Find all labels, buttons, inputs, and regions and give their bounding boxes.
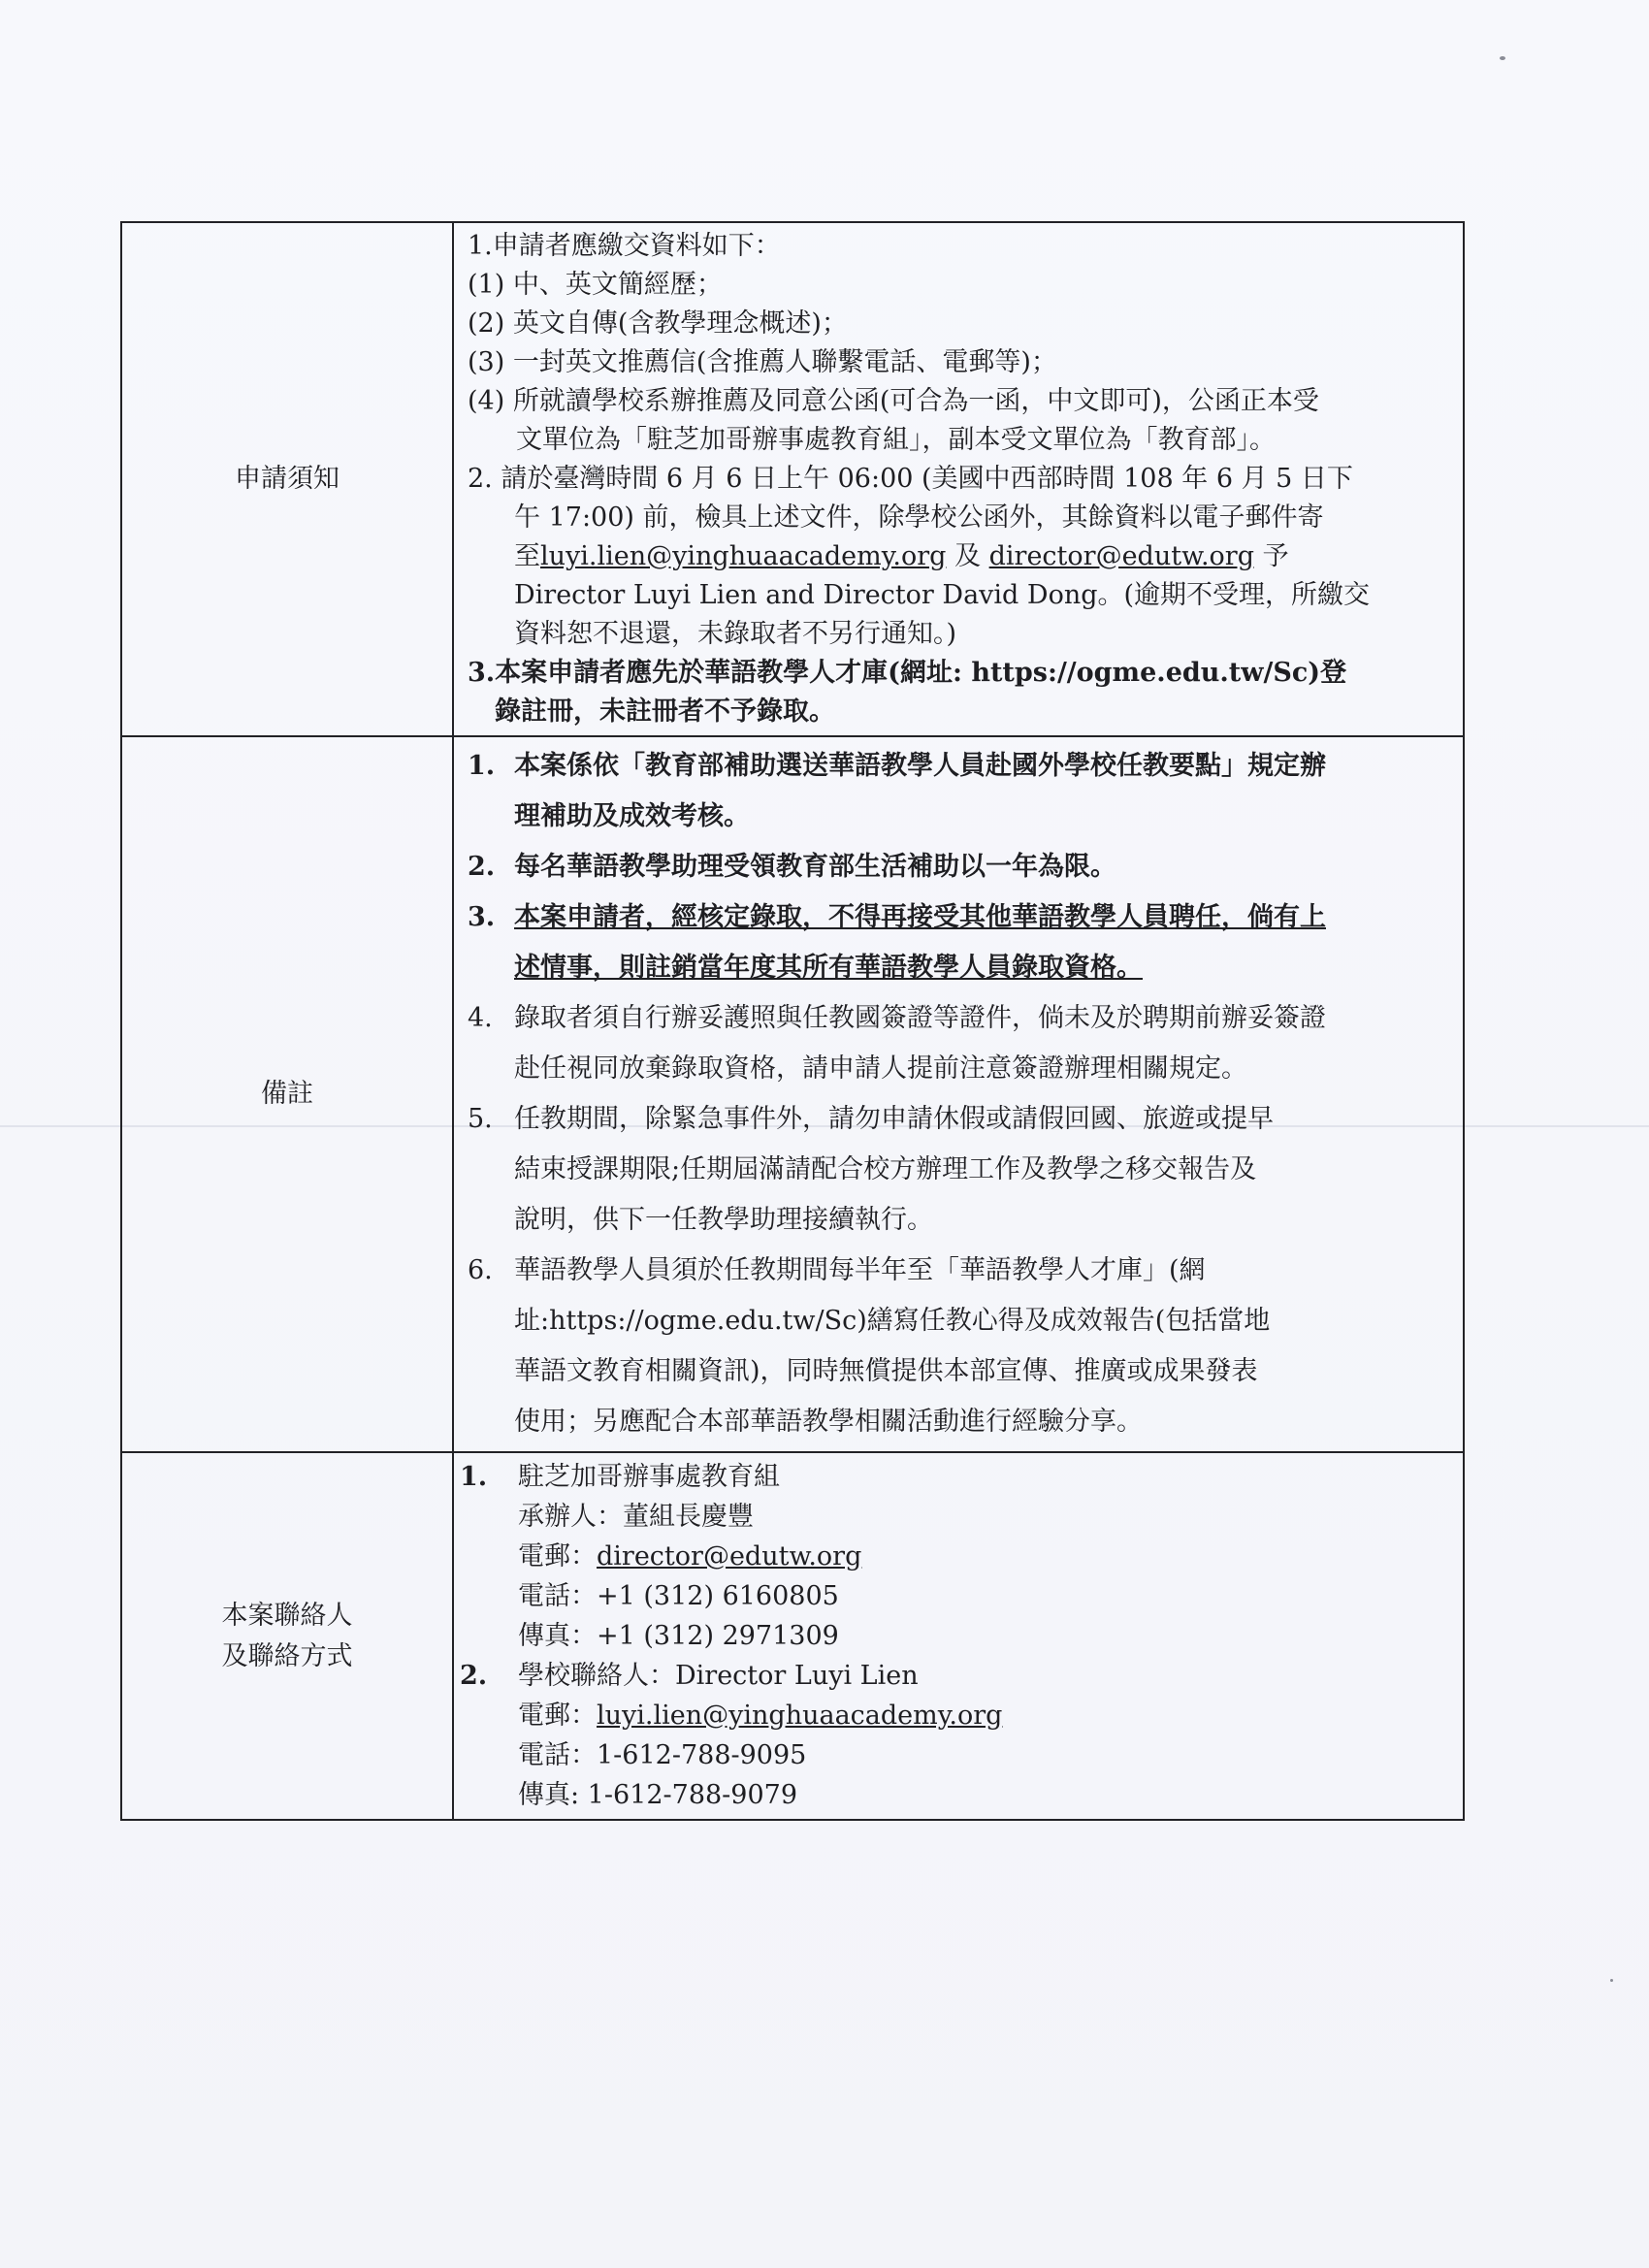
requirement-item: (4) 所就讀學校系辦推薦及同意公函(可合為一函，中文即可)，公函正本受	[468, 386, 1319, 416]
contact-block-education-division	[460, 1457, 1453, 1656]
remark-text: 華語文教育相關資訊)，同時無償提供本部宣傳、推廣或成果發表	[514, 1356, 1258, 1386]
remark-item	[468, 741, 1453, 842]
remark-text: 結束授課期限;任期屆滿請配合校方辦理工作及教學之移交報告及	[514, 1154, 1257, 1184]
row-label-remarks: 備註	[121, 736, 453, 1452]
director-email-link[interactable]: director@edutw.org	[988, 541, 1254, 571]
remark-number: 3.	[468, 902, 496, 932]
remark-text: 赴任視同放棄錄取資格，請申請人提前注意簽證辦理相關規定。	[514, 1053, 1247, 1084]
contact-label-line: 本案聯絡人	[221, 1600, 353, 1631]
remark-number: 1.	[468, 751, 496, 781]
contact-cell	[453, 1452, 1464, 1820]
requirement-heading: 1.申請者應繳交資料如下：	[468, 231, 781, 261]
remark-text: 使用；另應配合本部華語教學相關活動進行經驗分享。	[514, 1407, 1143, 1437]
contact-email-link[interactable]: luyi.lien@yinghuaacademy.org	[597, 1701, 1003, 1731]
contact-phone: 電話：+1 (312) 6160805	[518, 1581, 839, 1611]
contact-number: 2.	[460, 1661, 488, 1691]
remark-text: 述情事，則註銷當年度其所有華語教學人員錄取資格。	[514, 953, 1143, 983]
remark-text: 錄取者須自行辦妥護照與任教國簽證等證件，倘未及於聘期前辦妥簽證	[514, 1003, 1326, 1033]
email-conjunction: 及	[946, 541, 989, 571]
contact-block-school	[460, 1656, 1453, 1815]
remarks-cell	[453, 736, 1464, 1452]
registration-requirement: 3.本案申請者應先於華語教學人才庫(網址: https://ogme.edu.tw/Sc)登	[468, 658, 1347, 688]
remark-number: 6.	[468, 1255, 493, 1285]
remark-text: 本案申請者，經核定錄取，不得再接受其他華語教學人員聘任，倘有上	[514, 902, 1326, 932]
remark-text: 華語教學人員須於任教期間每半年至「華語教學人才庫」(網	[514, 1255, 1206, 1285]
remark-item	[468, 1246, 1453, 1447]
requirement-item-continued: 文單位為「駐芝加哥辦事處教育組」，副本受文單位為「教育部」。	[516, 425, 1276, 455]
recipient-line: Director Luyi Lien and Director David Dong。(逾期不受理，所繳交	[514, 580, 1371, 610]
remark-text: 址:https://ogme.edu.tw/Sc)繕寫任教心得及成效報告(包括當地	[514, 1306, 1271, 1336]
requirement-item: (2) 英文自傳(含教學理念概述)；	[468, 308, 848, 339]
remark-number: 4.	[468, 1003, 493, 1033]
contact-fax: 傳真：+1 (312) 2971309	[518, 1621, 839, 1651]
email-prefix: 至	[514, 541, 540, 571]
table-row	[121, 222, 1464, 736]
table-row	[121, 1452, 1464, 1820]
contact-email-link[interactable]: director@edutw.org	[597, 1541, 862, 1571]
contact-name: 學校聯絡人：Director Luyi Lien	[518, 1661, 919, 1691]
requirement-item: (3) 一封英文推薦信(含推薦人聯繫電話、電郵等)；	[468, 347, 1057, 377]
remark-item	[468, 842, 1453, 892]
requirement-item: (1) 中、英文簡經歷；	[468, 270, 723, 300]
remark-text: 說明，供下一任教學助理接續執行。	[514, 1205, 933, 1235]
email-label: 電郵：	[518, 1541, 597, 1571]
contact-email-line	[460, 1696, 1453, 1735]
contact-number: 1.	[460, 1462, 488, 1492]
row-label-contact	[121, 1452, 453, 1820]
application-info-table	[120, 221, 1465, 1821]
email-label: 電郵：	[518, 1701, 597, 1731]
remark-number: 5.	[468, 1104, 493, 1134]
email-suffix: 予	[1254, 541, 1289, 571]
remark-text: 理補助及成效考核。	[514, 801, 750, 831]
remark-number: 2.	[468, 852, 496, 882]
contact-org: 駐芝加哥辦事處教育組	[518, 1462, 780, 1492]
school-email-link[interactable]: luyi.lien@yinghuaacademy.org	[540, 541, 947, 571]
remark-text: 任教期間，除緊急事件外，請勿申請休假或請假回國、旅遊或提早	[514, 1104, 1274, 1134]
email-submission-line	[468, 537, 1453, 576]
table-row	[121, 736, 1464, 1452]
deadline-line: 2. 請於臺灣時間 6 月 6 日上午 06:00 (美國中西部時間 108 年 6 月 5 日下	[468, 464, 1353, 494]
application-requirements-cell	[453, 222, 1464, 736]
row-label-application-notice: 申請須知	[121, 222, 453, 736]
scan-speck	[1500, 56, 1505, 60]
remark-item	[468, 993, 1453, 1094]
contact-label-line: 及聯絡方式	[221, 1640, 353, 1671]
scan-speck	[1610, 1979, 1613, 1982]
remark-item	[468, 892, 1453, 993]
contact-email-line	[460, 1537, 1453, 1576]
remark-text: 本案係依「教育部補助選送華語教學人員赴國外學校任教要點」規定辦	[514, 751, 1326, 781]
contact-fax: 傳真: 1-612-788-9079	[518, 1780, 798, 1810]
recipient-line: 資料恕不退還，未錄取者不另行通知。)	[514, 619, 957, 649]
contact-phone: 電話：1-612-788-9095	[518, 1740, 807, 1770]
contact-handler: 承辦人：董組長慶豐	[518, 1502, 754, 1532]
remark-item	[468, 1094, 1453, 1246]
remark-text: 每名華語教學助理受領教育部生活補助以一年為限。	[514, 852, 1116, 882]
registration-requirement: 錄註冊，未註冊者不予錄取。	[495, 697, 835, 727]
deadline-line: 午 17:00) 前，檢具上述文件，除學校公函外，其餘資料以電子郵件寄	[514, 502, 1324, 533]
